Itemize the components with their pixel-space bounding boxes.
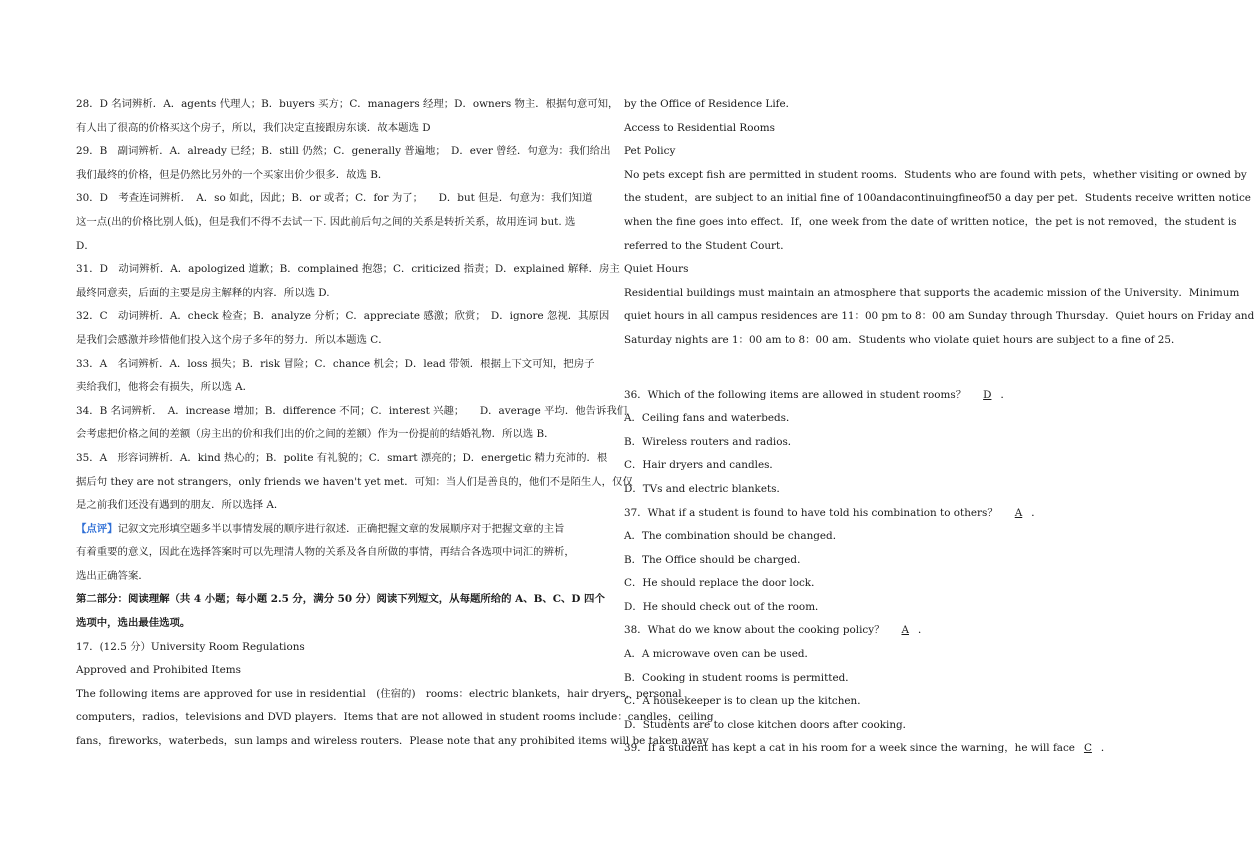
question-36-end: ． xyxy=(1000,388,1011,401)
section-heading-line-2: 选项中，选出最佳选项。 xyxy=(76,617,191,630)
question-36-option-c: C．Hair dryers and candles． xyxy=(624,459,780,472)
q35-line-2: 据后句 they are not strangers，only friends we haven't yet met．可知：当人们是善良的，他们不是陌生人，仅仅 xyxy=(76,475,633,488)
passage-17-title: 17．(12.5 分）University Room Regulations xyxy=(76,640,305,653)
question-38-stem: 38．What do we know about the cooking policy？ xyxy=(624,624,885,637)
q33-line-1: 33．A 名词辨析．A．loss 损失；B．risk 冒险；C．chance 机会；D．lead 带领．根据上下文可知，把房子 xyxy=(76,357,595,370)
question-38-option-d: D．Students are to close kitchen doors after cooking． xyxy=(624,718,914,731)
access-heading: Access to Residential Rooms xyxy=(624,121,775,134)
pet-policy-line-3: when the fine goes into effect．If，one week from the date of written notice，the pet is not removed，the student is xyxy=(624,215,1237,228)
question-37-option-c: C．He should replace the door lock． xyxy=(624,577,822,590)
comment-line-1 xyxy=(76,518,590,542)
quiet-hours-heading: Quiet Hours xyxy=(624,263,689,276)
question-37-option-d: D．He should check out of the room． xyxy=(624,600,826,613)
passage-17-line-2: computers，radios，televisions and DVD players．Items that are not allowed in student rooms include：candles，ceiling xyxy=(76,711,714,724)
passage-17-line-3: fans，fireworks，waterbeds，sun lamps and wireless routers．Please note that any prohibited items will be taken away xyxy=(76,735,709,748)
question-37-end: ． xyxy=(1031,506,1042,519)
quiet-hours-line-3: Saturday nights are 1：00 am to 8：00 am．Students who violate quiet hours are subject to a fine of 25． xyxy=(624,333,1182,346)
question-37-stem: 37．What if a student is found to have told his combination to others？ xyxy=(624,506,998,519)
question-36-stem: 36．Which of the following items are allowed in student rooms？ xyxy=(624,388,967,401)
q30-line-3: D． xyxy=(76,239,95,252)
question-38-option-c: C．A housekeeper is to clean up the kitchen． xyxy=(624,695,868,708)
q29-line-1: 29．B 副词辨析．A．already 已经；B．still 仍然；C．generally 普遍地； D．ever 曾经．句意为：我们给出 xyxy=(76,145,611,158)
question-37-answer: A xyxy=(1014,506,1023,519)
question-37-option-a: A．The combination should be changed． xyxy=(624,530,844,543)
question-36 xyxy=(624,384,1130,408)
question-37 xyxy=(624,502,1130,526)
pet-policy-heading: Pet Policy xyxy=(624,145,676,158)
right-column xyxy=(624,93,1254,761)
question-39 xyxy=(624,737,1130,761)
question-39-stem: 39．If a student has kept a cat in his room for a week since the warning，he will face xyxy=(624,742,1075,755)
question-38-option-a: A．A microwave oven can be used． xyxy=(624,648,815,661)
q35-line-1: 35．A 形容词辨析．A．kind 热心的；B．polite 有礼貌的；C．smart 漂亮的；D．energetic 精力充沛的．根 xyxy=(76,451,608,464)
q33-line-2: 卖给我们，他将会有损失，所以选 A． xyxy=(76,381,254,394)
passage-17-line-1: The following items are approved for use in residential (住宿的) rooms：electric blankets，hair dryers，personal xyxy=(76,687,682,700)
q34-line-1: 34．B 名词辨析． A．increase 增加；B．difference 不同；C．interest 兴趣； D．average 平均．他告诉我们 xyxy=(76,404,628,417)
comment-text: 记叙文完形填空题多半以事情发展的顺序进行叙述．正确把握文章的发展顺序对于把握文章的主旨 xyxy=(117,522,565,535)
quiet-hours-line-1: Residential buildings must maintain an atmosphere that supports the academic mission of the University．Minimum xyxy=(624,286,1240,299)
comment-tag: 【点评】 xyxy=(76,522,118,535)
q28-line-1: 28．D 名词辨析．A．agents 代理人；B．buyers 买方；C．managers 经理；D．owners 物主．根据句意可知， xyxy=(76,98,619,110)
q35-line-3: 是之前我们还没有遇到的朋友．所以选择 A． xyxy=(76,499,285,512)
question-36-option-a: A．Ceiling fans and waterbeds． xyxy=(624,412,797,425)
q28-line-2: 有人出了很高的价格买这个房子，所以，我们决定直接跟房东谈．故本题选 D xyxy=(76,121,431,134)
pet-policy-line-4: referred to the Student Court． xyxy=(624,239,791,252)
question-36-option-d: D．TVs and electric blankets． xyxy=(624,482,787,495)
question-38-answer: A xyxy=(901,624,909,637)
passage-line-1: by the Office of Residence Life． xyxy=(624,98,797,110)
q30-line-2: 这一点(出的价格比别人低)，但是我们不得不去试一下. 因此前后句之间的关系是转折关系，故用连词 but. 选 xyxy=(76,215,576,228)
question-38 xyxy=(624,619,1130,643)
question-39-answer: C xyxy=(1083,742,1092,755)
passage-17-subheading: Approved and Prohibited Items xyxy=(76,664,241,677)
quiet-hours-line-2: quiet hours in all campus residences are 11：00 pm to 8：00 am Sunday through Thursday．Quiet hours on Friday and xyxy=(624,310,1254,323)
question-38-option-b: B．Cooking in student rooms is permitted． xyxy=(624,671,856,684)
comment-line-3: 选出正确答案． xyxy=(76,569,149,582)
question-37-option-b: B．The Office should be charged． xyxy=(624,553,808,566)
pet-policy-line-1: No pets except fish are permitted in student rooms．Students who are found with pets，whether visiting or owned by xyxy=(624,168,1247,181)
comment-line-2: 有着重要的意义，因此在选择答案时可以先理清人物的关系及各自所做的事情，再结合各选项中词汇的辨析， xyxy=(76,546,575,559)
q32-line-1: 32．C 动词辨析．A．check 检查；B．analyze 分析；C．appreciate 感激；欣赏； D．ignore 忽视．其原因 xyxy=(76,310,610,323)
question-39-end: ． xyxy=(1100,742,1112,755)
q31-line-1: 31．D 动词辨析．A．apologized 道歉；B．complained 抱怨；C．criticized 指责；D．explained 解释．房主 xyxy=(76,263,620,276)
section-heading-line-1: 第二部分：阅读理解（共 4 小题；每小题 2.5 分，满分 50 分）阅读下列短文，从每题所给的 A、B、C、D 四个 xyxy=(76,593,605,606)
question-38-end: ． xyxy=(918,624,929,637)
q31-line-2: 最终同意卖，后面的主要是房主解释的内容．所以选 D. xyxy=(76,286,330,299)
spacer xyxy=(624,353,1130,384)
q30-line-1: 30．D 考查连词辨析． A．so 如此，因此；B．or 或者；C．for 为了； D．but 但是．句意为：我们知道 xyxy=(76,192,593,205)
q32-line-2: 是我们会感激并珍惜他们投入这个房子多年的努力．所以本题选 C． xyxy=(76,333,389,346)
q34-line-2: 会考虑把价格之间的差额（房主出的价和我们出的价之间的差额）作为一份提前的结婚礼物．所以选 B． xyxy=(76,428,555,441)
q29-line-2: 我们最终的价格，但是仍然比另外的一个买家出价少很多．故选 B． xyxy=(76,168,389,181)
pet-policy-line-2: the student，are subject to an initial fine of 100andacontinuingfineof50 a day per pet．Students receive written notice xyxy=(624,192,1251,205)
question-36-option-b: B．Wireless routers and radios． xyxy=(624,435,799,448)
question-36-answer: D xyxy=(983,388,992,401)
